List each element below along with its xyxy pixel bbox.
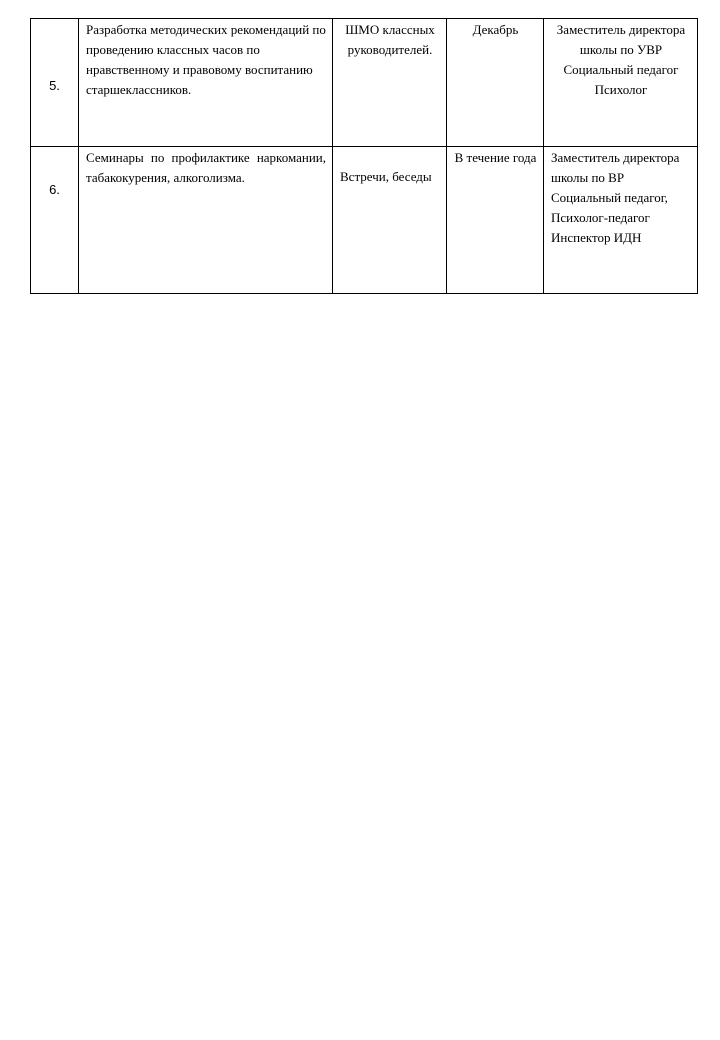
event-cell: Семинары по профилактике наркомании, табакокурения, алкоголизма.	[79, 147, 333, 294]
responsible-cell: Заместитель директора школы по УВР Социальный педагог Психолог	[544, 19, 698, 147]
date-cell: В течение года	[447, 147, 544, 294]
row-number-cell	[31, 19, 79, 147]
responsible-cell: Заместитель директора школы по ВР Социальный педагог, Психолог-педагог Инспектор ИДН	[544, 147, 698, 294]
table-row	[31, 147, 698, 294]
form-cell: Встречи, беседы	[333, 147, 447, 294]
row-number-cell	[31, 147, 79, 294]
table-row	[31, 19, 698, 147]
activity-plan-table	[30, 18, 698, 294]
form-cell: ШМО классных руководителей.	[333, 19, 447, 147]
row-number: 5.	[49, 77, 60, 93]
date-cell: Декабрь	[447, 19, 544, 147]
event-cell: Разработка методических рекомендаций по проведению классных часов по нравственному и правовому воспитанию старшеклассников.	[79, 19, 333, 147]
row-number: 6.	[49, 182, 60, 197]
